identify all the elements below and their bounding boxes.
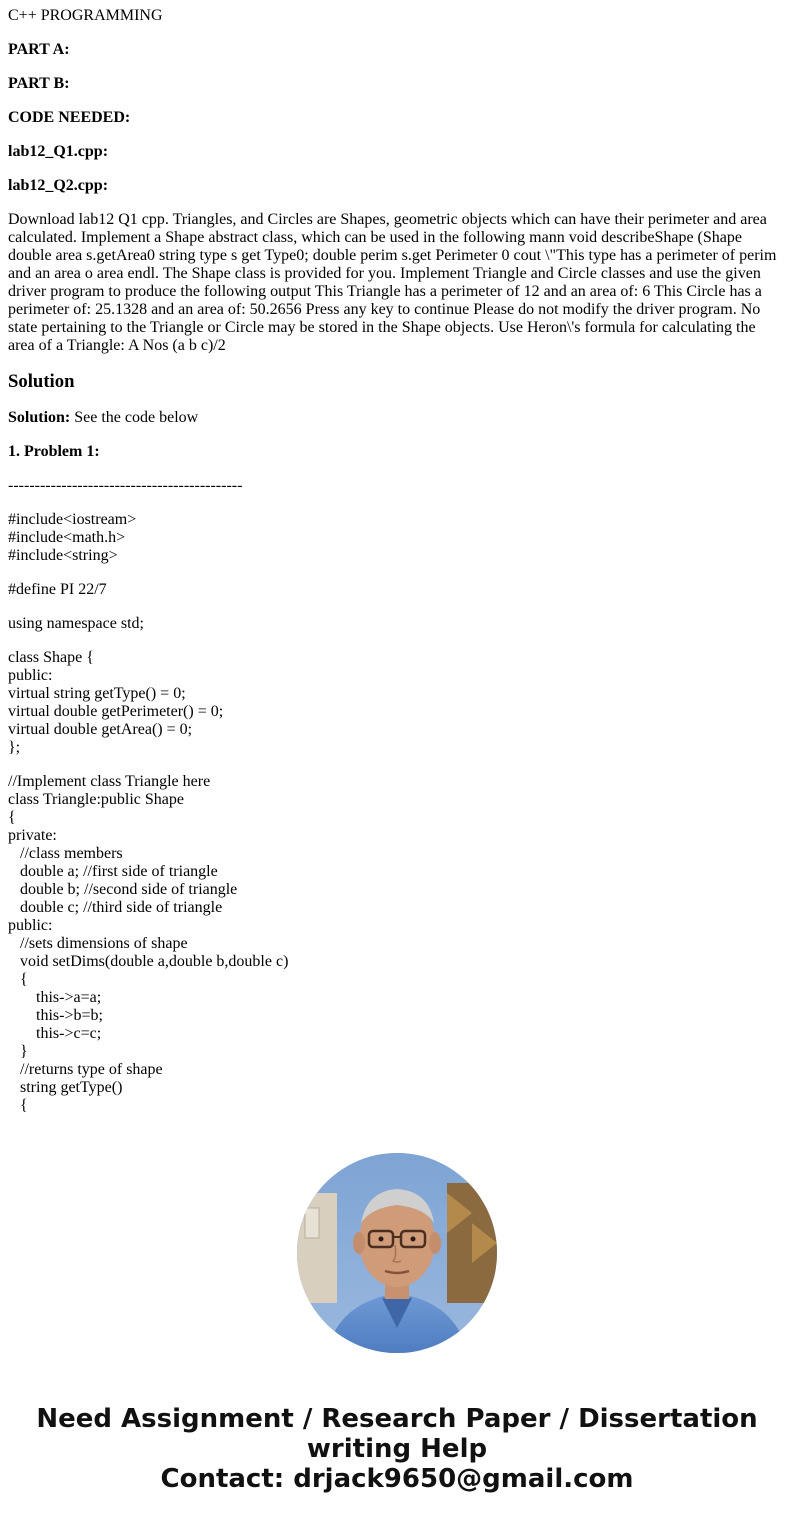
solution-label-text: See the code below bbox=[70, 409, 199, 426]
divider-line: -------------------------------------------- bbox=[8, 477, 243, 494]
file2-label: lab12_Q2.cpp: bbox=[8, 177, 109, 194]
document-content bbox=[8, 7, 784, 1131]
footer-line-3: Contact: drjack9650@gmail.com bbox=[160, 1464, 634, 1494]
document-title: C++ PROGRAMMING bbox=[8, 7, 163, 24]
code-block-shape-class: class Shape { public: virtual string getType() = 0; virtual double getPerimeter() = 0; virtual double getArea() = 0; }; bbox=[8, 649, 224, 756]
file1-label: lab12_Q1.cpp: bbox=[8, 143, 109, 160]
code-needed-label: CODE NEEDED: bbox=[8, 109, 131, 126]
avatar bbox=[297, 1153, 497, 1353]
question-text: Download lab12 Q1 cpp. Triangles, and Circles are Shapes, geometric objects which can have their perimeter and area calculated. Implement a Shape abstract class, which can be used in the following mann void describeShape (Shape double area s.getArea0 string type s get Type0; double perim s.get Perimeter 0 cout \"This type has a perimeter of perim and an area o area endl. The Shape class is provided for you. Implement Triangle and Circle classes and use the given driver program to produce the following output This Triangle has a perimeter of 12 and an area of: 6 This Circle has a perimeter of: 25.1328 and an area of: 50.2656 Press any key to continue Please do not modify the driver program. No state pertaining to the Triangle or Circle may be stored in the Shape objects. Use Heron\'s formula for calculating the area of a Triangle: A Nos (a b c)/2 bbox=[8, 211, 777, 354]
code-block-includes: #include<iostream> #include<math.h> #include<string> bbox=[8, 511, 137, 564]
solution-intro bbox=[8, 409, 784, 427]
avatar-portrait-image bbox=[297, 1153, 497, 1353]
solution-label: Solution: bbox=[8, 409, 71, 426]
part-b-label: PART B: bbox=[8, 75, 70, 92]
footer-contact bbox=[0, 1404, 794, 1494]
footer-line-1: Need Assignment / Research Paper / Dissertation bbox=[36, 1404, 758, 1434]
code-block-define: #define PI 22/7 bbox=[8, 581, 107, 598]
code-block-triangle-class: //Implement class Triangle here class Triangle:public Shape { private: //class members double a; //first side of triangle double b; //second side of triangle double c; //third side of triangle public: //sets dimensions of shape void setDims(double a,double b,double c) { this->a=a; this->b=b; this->c=c; } //returns type of shape string getType() { bbox=[8, 773, 289, 1114]
solution-heading: Solution bbox=[8, 371, 75, 392]
problem-label: 1. Problem 1: bbox=[8, 443, 100, 460]
part-a-label: PART A: bbox=[8, 41, 70, 58]
footer-line-2: writing Help bbox=[306, 1434, 488, 1464]
code-block-namespace: using namespace std; bbox=[8, 615, 144, 632]
